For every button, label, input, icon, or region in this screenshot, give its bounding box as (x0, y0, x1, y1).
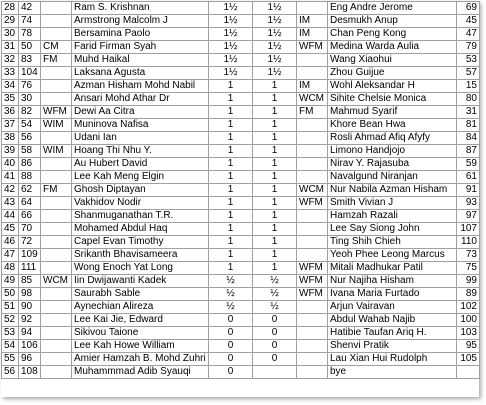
black-player-name: Yeoh Phee Leong Marcus (328, 249, 457, 262)
black-title: WFM (297, 197, 328, 210)
table-row (2, 54, 480, 67)
white-player-name: Ansari Mohd Athar Dr (72, 93, 209, 106)
white-seed: 88 (19, 171, 41, 184)
white-title (41, 301, 72, 314)
black-seed: 87 (457, 145, 480, 158)
white-player-name: Shanmuganathan T.R. (72, 210, 209, 223)
table-row (2, 28, 480, 41)
board-number: 30 (2, 28, 19, 41)
table-row (2, 197, 480, 210)
white-points: ½ (209, 301, 253, 314)
black-points: 1 (253, 80, 297, 93)
black-points: ½ (253, 301, 297, 314)
table-row (2, 132, 480, 145)
black-seed: 84 (457, 132, 480, 145)
white-title (41, 340, 72, 353)
white-player-name: Ram S. Krishnan (72, 2, 209, 15)
black-player-name: Arjun Vairavan (328, 301, 457, 314)
white-title: CM (41, 41, 72, 54)
black-seed: 59 (457, 158, 480, 171)
white-points: 0 (209, 340, 253, 353)
board-number: 54 (2, 340, 19, 353)
black-player-name: Limono Handjojo (328, 145, 457, 158)
black-seed: 80 (457, 93, 480, 106)
black-seed: 89 (457, 288, 480, 301)
white-seed: 54 (19, 119, 41, 132)
black-title: IM (297, 80, 328, 93)
black-seed (457, 366, 480, 379)
black-seed: 75 (457, 262, 480, 275)
black-points: 1 (253, 93, 297, 106)
black-player-name: Lee Say Siong John (328, 223, 457, 236)
white-player-name: Capel Evan Timothy (72, 236, 209, 249)
white-seed: 111 (19, 262, 41, 275)
white-seed: 109 (19, 249, 41, 262)
white-title (41, 223, 72, 236)
black-player-name: Eng Andre Jerome (328, 2, 457, 15)
white-title (41, 210, 72, 223)
black-player-name: Shenvi Pratik (328, 340, 457, 353)
black-player-name: Wang Xiaohui (328, 54, 457, 67)
white-player-name: Dewi Aa Citra (72, 106, 209, 119)
black-seed: 102 (457, 301, 480, 314)
table-row (2, 275, 480, 288)
black-points: 1 (253, 119, 297, 132)
black-points (253, 366, 297, 379)
black-player-name: Medina Warda Aulia (328, 41, 457, 54)
white-seed: 66 (19, 210, 41, 223)
white-points: 1 (209, 93, 253, 106)
white-player-name: Muninova Nafisa (72, 119, 209, 132)
white-title (41, 366, 72, 379)
white-player-name: Aynechian Alireza (72, 301, 209, 314)
black-title: WFM (297, 262, 328, 275)
board-number: 33 (2, 67, 19, 80)
black-seed: 97 (457, 210, 480, 223)
white-points: 0 (209, 366, 253, 379)
black-seed: 31 (457, 106, 480, 119)
white-points: 1 (209, 145, 253, 158)
black-player-name: Zhou Guijue (328, 67, 457, 80)
white-points: 1½ (209, 54, 253, 67)
black-title (297, 210, 328, 223)
white-player-name: Ghosh Diptayan (72, 184, 209, 197)
white-title (41, 327, 72, 340)
black-player-name: Ivana Maria Furtado (328, 288, 457, 301)
table-row (2, 353, 480, 366)
board-number: 44 (2, 210, 19, 223)
white-title (41, 353, 72, 366)
white-points: 0 (209, 327, 253, 340)
white-seed: 72 (19, 236, 41, 249)
table-row (2, 288, 480, 301)
black-points: 1 (253, 236, 297, 249)
board-number: 41 (2, 171, 19, 184)
table-row (2, 249, 480, 262)
board-number: 47 (2, 249, 19, 262)
white-title: FM (41, 184, 72, 197)
black-seed: 61 (457, 171, 480, 184)
white-title: FM (41, 54, 72, 67)
black-points: 1½ (253, 2, 297, 15)
white-player-name: Muhammmad Adib Syauqi (72, 366, 209, 379)
black-player-name: Navalgund Niranjan (328, 171, 457, 184)
white-seed: 85 (19, 275, 41, 288)
board-number: 42 (2, 184, 19, 197)
white-title (41, 288, 72, 301)
board-number: 37 (2, 119, 19, 132)
black-title (297, 171, 328, 184)
white-title (41, 197, 72, 210)
black-seed: 45 (457, 15, 480, 28)
black-points: ½ (253, 275, 297, 288)
white-points: 1 (209, 171, 253, 184)
black-player-name: Mitali Madhukar Patil (328, 262, 457, 275)
black-player-name: Chan Peng Kong (328, 28, 457, 41)
white-seed: 90 (19, 301, 41, 314)
black-seed: 15 (457, 80, 480, 93)
board-number: 49 (2, 275, 19, 288)
white-points: 1 (209, 158, 253, 171)
black-player-name: Hamzah Razali (328, 210, 457, 223)
black-player-name: bye (328, 366, 457, 379)
black-title (297, 301, 328, 314)
black-player-name: Nur Nabila Azman Hisham (328, 184, 457, 197)
white-points: 1 (209, 106, 253, 119)
white-seed: 98 (19, 288, 41, 301)
board-number: 40 (2, 158, 19, 171)
board-number: 55 (2, 353, 19, 366)
black-player-name: Khore Bean Hwa (328, 119, 457, 132)
black-points: 1 (253, 145, 297, 158)
board-number: 36 (2, 106, 19, 119)
table-row (2, 2, 480, 15)
black-points: 1 (253, 197, 297, 210)
white-title (41, 2, 72, 15)
black-player-name: Nur Najiha Hisham (328, 275, 457, 288)
table-row (2, 327, 480, 340)
table-row (2, 223, 480, 236)
black-seed: 95 (457, 340, 480, 353)
black-points: 1 (253, 158, 297, 171)
white-seed: 74 (19, 15, 41, 28)
board-number: 48 (2, 262, 19, 275)
white-title (41, 67, 72, 80)
pairings-table-frame (1, 1, 479, 397)
black-seed: 100 (457, 314, 480, 327)
board-number: 38 (2, 132, 19, 145)
white-points: ½ (209, 288, 253, 301)
black-title: WFM (297, 41, 328, 54)
table-row (2, 158, 480, 171)
white-player-name: Amier Hamzah B. Mohd Zuhri (72, 353, 209, 366)
black-seed: 105 (457, 353, 480, 366)
black-title: WCM (297, 184, 328, 197)
white-player-name: Muhd Haikal (72, 54, 209, 67)
white-points: ½ (209, 275, 253, 288)
black-title (297, 353, 328, 366)
white-title: WIM (41, 119, 72, 132)
black-title (297, 327, 328, 340)
white-player-name: Lee Kai Jie, Edward (72, 314, 209, 327)
board-number: 45 (2, 223, 19, 236)
white-title (41, 236, 72, 249)
black-title (297, 54, 328, 67)
white-title (41, 28, 72, 41)
black-points: 1 (253, 210, 297, 223)
white-seed: 64 (19, 197, 41, 210)
black-player-name: Smith Vivian J (328, 197, 457, 210)
white-player-name: Udani Ian (72, 132, 209, 145)
black-seed: 93 (457, 197, 480, 210)
white-points: 1 (209, 210, 253, 223)
black-player-name: Sihite Chelsie Monica (328, 93, 457, 106)
white-title (41, 93, 72, 106)
black-title (297, 366, 328, 379)
white-player-name: Saurabh Sable (72, 288, 209, 301)
table-row (2, 145, 480, 158)
black-points: 0 (253, 327, 297, 340)
white-points: 1½ (209, 41, 253, 54)
white-player-name: Azman Hisham Mohd Nabil (72, 80, 209, 93)
board-number: 51 (2, 301, 19, 314)
black-seed: 107 (457, 223, 480, 236)
black-seed: 110 (457, 236, 480, 249)
black-seed: 69 (457, 2, 480, 15)
white-points: 1 (209, 132, 253, 145)
board-number: 34 (2, 80, 19, 93)
board-number: 43 (2, 197, 19, 210)
table-row (2, 314, 480, 327)
white-title: WCM (41, 275, 72, 288)
white-title (41, 171, 72, 184)
black-title (297, 314, 328, 327)
board-number: 31 (2, 41, 19, 54)
white-seed: 78 (19, 28, 41, 41)
white-points: 0 (209, 314, 253, 327)
white-title (41, 314, 72, 327)
black-points: ½ (253, 288, 297, 301)
white-player-name: Farid Firman Syah (72, 41, 209, 54)
white-points: 1 (209, 184, 253, 197)
white-seed: 82 (19, 106, 41, 119)
white-seed: 94 (19, 327, 41, 340)
black-title (297, 158, 328, 171)
board-number: 53 (2, 327, 19, 340)
table-row (2, 301, 480, 314)
white-points: 1½ (209, 28, 253, 41)
black-player-name: Nirav Y. Rajasuba (328, 158, 457, 171)
white-points: 1½ (209, 2, 253, 15)
black-player-name: Abdul Wahab Najib (328, 314, 457, 327)
white-title (41, 15, 72, 28)
black-seed: 103 (457, 327, 480, 340)
white-points: 0 (209, 353, 253, 366)
table-row (2, 106, 480, 119)
black-title: WCM (297, 93, 328, 106)
black-points: 1 (253, 184, 297, 197)
black-points: 1 (253, 132, 297, 145)
black-points: 1 (253, 223, 297, 236)
white-points: 1½ (209, 15, 253, 28)
black-title (297, 340, 328, 353)
black-title (297, 132, 328, 145)
black-title: FM (297, 106, 328, 119)
white-title (41, 132, 72, 145)
board-number: 35 (2, 93, 19, 106)
white-player-name: Srikanth Bhavisameera (72, 249, 209, 262)
white-player-name: Au Hubert David (72, 158, 209, 171)
table-row (2, 67, 480, 80)
white-player-name: Vakhidov Nodir (72, 197, 209, 210)
table-row (2, 119, 480, 132)
table-row (2, 236, 480, 249)
black-seed: 53 (457, 54, 480, 67)
white-seed: 106 (19, 340, 41, 353)
black-seed: 57 (457, 67, 480, 80)
white-player-name: Armstrong Malcolm J (72, 15, 209, 28)
white-player-name: Sikivou Taione (72, 327, 209, 340)
board-number: 46 (2, 236, 19, 249)
white-points: 1½ (209, 67, 253, 80)
black-points: 1½ (253, 54, 297, 67)
white-seed: 92 (19, 314, 41, 327)
white-seed: 70 (19, 223, 41, 236)
white-title (41, 80, 72, 93)
black-points: 0 (253, 340, 297, 353)
white-seed: 42 (19, 2, 41, 15)
table-row (2, 15, 480, 28)
black-title: IM (297, 28, 328, 41)
black-points: 1 (253, 171, 297, 184)
black-title (297, 2, 328, 15)
white-points: 1 (209, 197, 253, 210)
board-number: 28 (2, 2, 19, 15)
white-title: WFM (41, 106, 72, 119)
white-points: 1 (209, 236, 253, 249)
white-points: 1 (209, 249, 253, 262)
white-player-name: Laksana Agusta (72, 67, 209, 80)
white-player-name: Hoang Thi Nhu Y. (72, 145, 209, 158)
white-seed: 104 (19, 67, 41, 80)
black-title (297, 119, 328, 132)
black-seed: 91 (457, 184, 480, 197)
white-title: WIM (41, 145, 72, 158)
black-points: 0 (253, 314, 297, 327)
pairings-rows (2, 2, 480, 379)
table-row (2, 80, 480, 93)
black-seed: 81 (457, 119, 480, 132)
black-points: 1½ (253, 15, 297, 28)
white-points: 1 (209, 80, 253, 93)
table-row (2, 93, 480, 106)
table-row (2, 171, 480, 184)
black-seed: 47 (457, 28, 480, 41)
black-title (297, 223, 328, 236)
black-player-name: Lau Xian Hui Rudolph (328, 353, 457, 366)
black-points: 1 (253, 262, 297, 275)
white-title (41, 262, 72, 275)
black-player-name: Mahmud Syarif (328, 106, 457, 119)
black-points: 0 (253, 353, 297, 366)
black-points: 1½ (253, 67, 297, 80)
table-row (2, 41, 480, 54)
black-seed: 79 (457, 41, 480, 54)
table-row (2, 262, 480, 275)
black-title (297, 236, 328, 249)
white-seed: 83 (19, 54, 41, 67)
table-row (2, 210, 480, 223)
white-player-name: Bersamina Paolo (72, 28, 209, 41)
black-player-name: Hatibie Taufan Ariq H. (328, 327, 457, 340)
white-player-name: Iin Dwijawanti Kadek (72, 275, 209, 288)
pairings-table (1, 1, 480, 379)
black-points: 1 (253, 249, 297, 262)
white-seed: 86 (19, 158, 41, 171)
white-player-name: Lee Kah Howe William (72, 340, 209, 353)
black-title: WFM (297, 275, 328, 288)
black-points: 1½ (253, 41, 297, 54)
white-seed: 62 (19, 184, 41, 197)
black-title (297, 67, 328, 80)
white-title (41, 158, 72, 171)
white-seed: 96 (19, 353, 41, 366)
white-seed: 58 (19, 145, 41, 158)
black-points: 1 (253, 106, 297, 119)
white-seed: 30 (19, 93, 41, 106)
white-seed: 76 (19, 80, 41, 93)
board-number: 29 (2, 15, 19, 28)
white-player-name: Mohamed Abdul Haq (72, 223, 209, 236)
board-number: 32 (2, 54, 19, 67)
black-title: IM (297, 15, 328, 28)
black-player-name: Wohl Aleksandar H (328, 80, 457, 93)
table-row (2, 184, 480, 197)
board-number: 39 (2, 145, 19, 158)
white-points: 1 (209, 119, 253, 132)
black-player-name: Desmukh Anup (328, 15, 457, 28)
black-title: WFM (297, 288, 328, 301)
black-seed: 73 (457, 249, 480, 262)
black-player-name: Ting Shih Chieh (328, 236, 457, 249)
white-points: 1 (209, 262, 253, 275)
black-player-name: Rosli Ahmad Afiq Afyfy (328, 132, 457, 145)
white-points: 1 (209, 223, 253, 236)
black-seed: 99 (457, 275, 480, 288)
white-player-name: Lee Kah Meng Elgin (72, 171, 209, 184)
board-number: 50 (2, 288, 19, 301)
white-title (41, 249, 72, 262)
table-row (2, 366, 480, 379)
black-points: 1½ (253, 28, 297, 41)
white-seed: 50 (19, 41, 41, 54)
board-number: 52 (2, 314, 19, 327)
board-number: 56 (2, 366, 19, 379)
white-seed: 108 (19, 366, 41, 379)
white-player-name: Wong Enoch Yat Long (72, 262, 209, 275)
white-seed: 56 (19, 132, 41, 145)
black-title (297, 249, 328, 262)
black-title (297, 145, 328, 158)
table-row (2, 340, 480, 353)
